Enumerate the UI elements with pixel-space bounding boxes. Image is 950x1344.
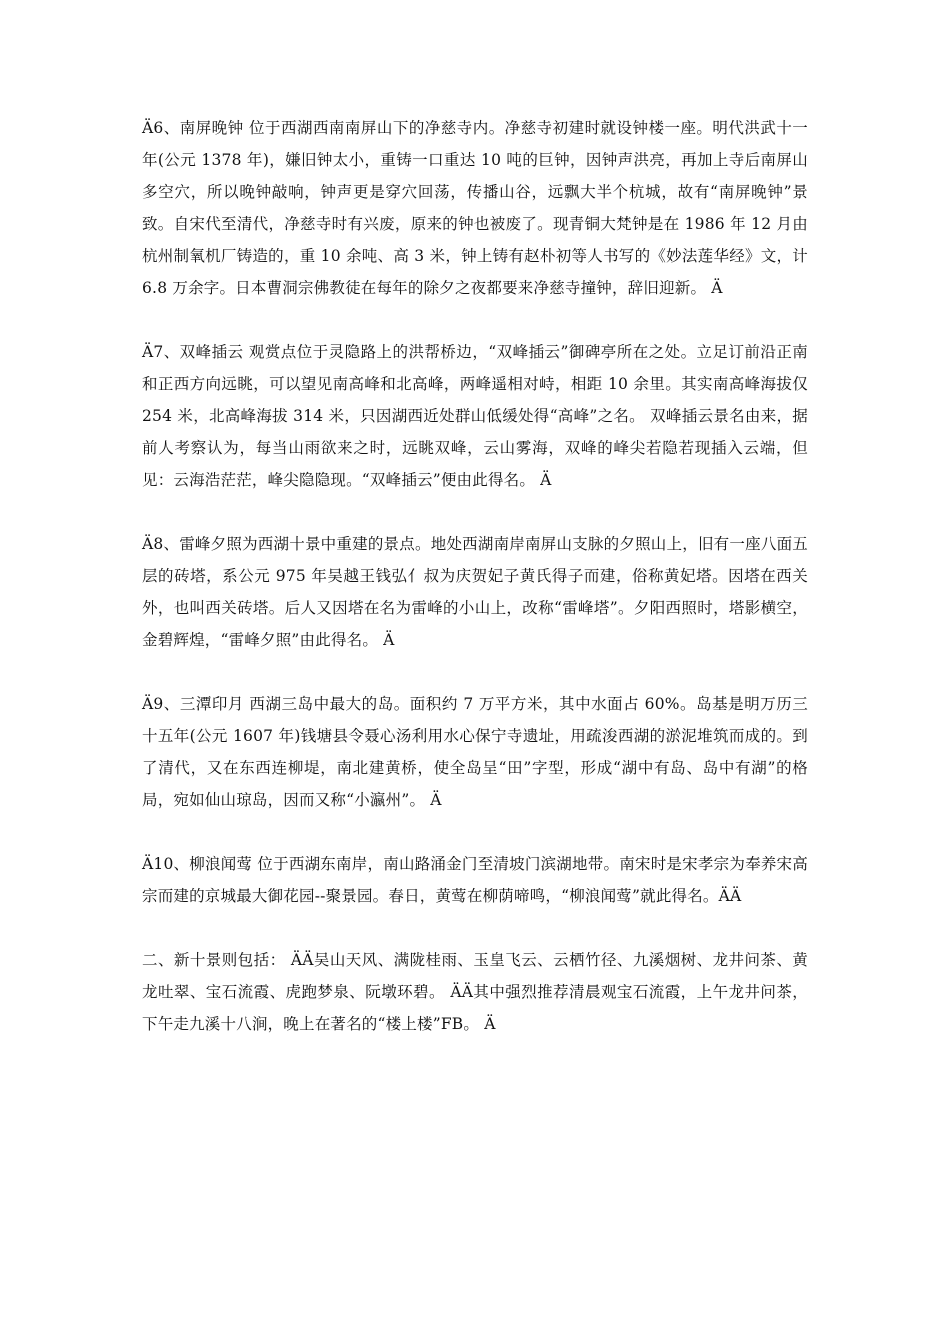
paragraph-leifeng-sunset: Ä8、雷峰夕照为西湖十景中重建的景点。地处西湖南岸南屏山支脉的夕照山上，旧有一座八面五层的砖塔，系公元 975 年吴越王钱弘亻叔为庆贺妃子黄氏得子而建，俗称黄妃塔。因塔在西关外，也叫西关砖塔。后人又因塔在名为雷峰的小山上，改称“雷峰塔”。夕阳西照时，塔影横空，金碧辉煌，“雷峰夕照”由此得名。 Ä (142, 535, 808, 649)
paragraph-new-ten-scenes: 二、新十景则包括： ÄÄ吴山天风、满陇桂雨、玉皇飞云、云栖竹径、九溪烟树、龙井问茶、黄龙吐翠、宝石流霞、虎跑梦泉、阮墩环碧。 ÄÄ其中强烈推荐清晨观宝石流霞，上午龙井问茶，下午走九溪十八涧，晚上在著名的“楼上楼”FB。 Ä (142, 951, 808, 1033)
paragraph-willow-waves: Ä10、柳浪闻莺 位于西湖东南岸，南山路涌金门至清坡门滨湖地带。南宋时是宋孝宗为奉养宋高宗而建的京城最大御花园--聚景园。春日，黄莺在柳荫啼鸣，“柳浪闻莺”就此得名。ÄÄ (142, 855, 808, 905)
paragraph-three-pools: Ä9、三潭印月 西湖三岛中最大的岛。面积约 7 万平方米，其中水面占 60%。岛基是明万历三十五年(公元 1607 年)钱塘县令聂心汤利用水心保宁寺遗址，用疏浚西湖的淤泥堆筑而成的。到了清代，又在东西连柳堤，南北建黄桥，使全岛呈“田”字型，形成“湖中有岛、岛中有湖”的格局，宛如仙山琼岛，因而又称“小瀛州”。 Ä (142, 695, 808, 809)
paragraph-twin-peaks: Ä7、双峰插云 观赏点位于灵隐路上的洪帮桥边，“双峰插云”御碑亭所在之处。立足订前沿正南和正西方向远眺，可以望见南高峰和北高峰，两峰遥相对峙，相距 10 余里。其实南高峰海拔仅 254 米，北高峰海拔 314 米，只因湖西近处群山低缓处得“高峰”之名。 双峰插云景名由来，据前人考察认为，每当山雨欲来之时，远眺双峰，云山雾海，双峰的峰尖若隐若现插入云端，但见：云海浩茫茫，峰尖隐隐现。“双峰插云”便由此得名。 Ä (142, 343, 808, 489)
paragraph-nanping-evening-bell: Ä6、南屏晚钟 位于西湖西南南屏山下的净慈寺内。净慈寺初建时就设钟楼一座。明代洪武十一年(公元 1378 年)，嫌旧钟太小，重铸一口重达 10 吨的巨钟，因钟声洪亮，再加上寺后南屏山多空穴，所以晚钟敲响，钟声更是穿穴回荡，传播山谷，远飘大半个杭城，故有“南屏晚钟”景致。自宋代至清代，净慈寺时有兴废，原来的钟也被废了。现青铜大梵钟是在 1986 年 12 月由杭州制氧机厂铸造的，重 10 余吨、高 3 米，钟上铸有赵朴初等人书写的《妙法莲华经》文，计 6.8 万余字。日本曹洞宗佛教徒在每年的除夕之夜都要来净慈寺撞钟，辞旧迎新。 Ä (142, 119, 808, 297)
document-body (142, 112, 808, 1072)
